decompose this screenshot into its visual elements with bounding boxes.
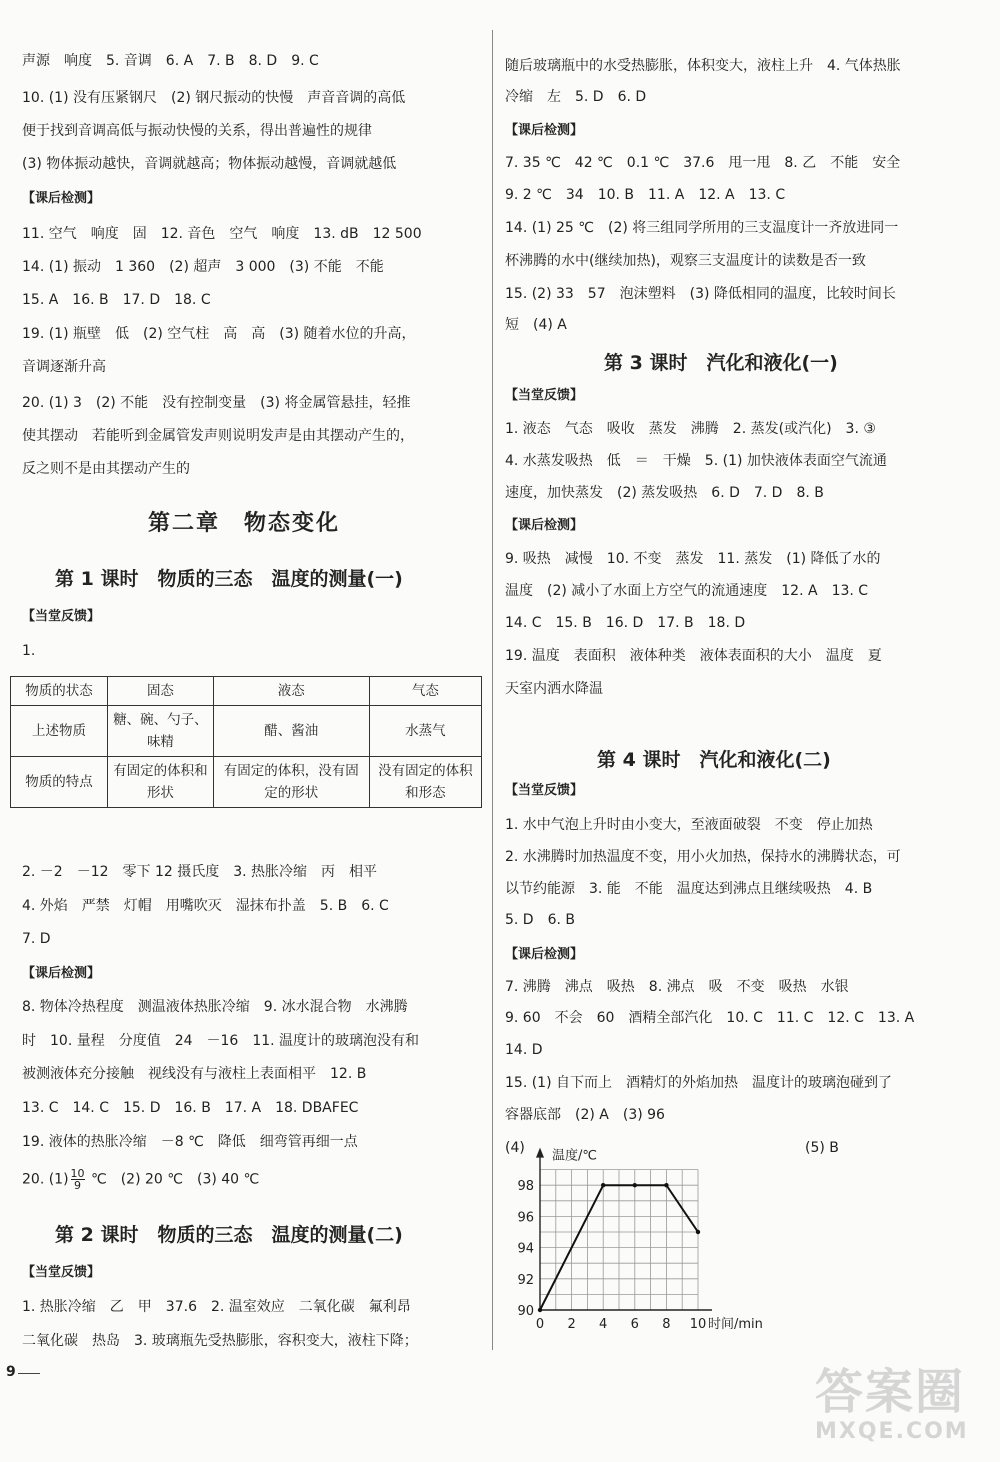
answer-line: 2. 水沸腾时加热温度不变，用小火加热，保持水的沸腾状态，可 xyxy=(505,849,901,865)
fraction-numerator: 10 xyxy=(70,1167,85,1180)
data-point xyxy=(633,1183,637,1187)
answer-line: 19. 液体的热胀冷缩 －8 ℃ 降低 细弯管再细一点 xyxy=(22,1134,358,1150)
answer-line: 9. 2 ℃ 34 10. B 11. A 12. A 13. C xyxy=(505,187,786,203)
table-header-cell: 液态 xyxy=(213,677,369,706)
answer-line: 4. 外焰 严禁 灯帽 用嘴吹灭 湿抹布扑盖 5. B 6. C xyxy=(22,898,389,914)
x-tick-label: 10 xyxy=(689,1317,707,1332)
answer-line: 杯沸腾的水中(继续加热)，观察三支温度计的读数是否一致 xyxy=(505,253,866,269)
section-heading: 【课后检测】 xyxy=(22,191,101,206)
fraction-denominator: 9 xyxy=(74,1179,82,1192)
chart-grid xyxy=(540,1170,698,1310)
lesson-title: 第 2 课时 物质的三态 温度的测量(二) xyxy=(55,1224,403,1246)
answer-line: 10. (1) 没有压紧钢尺 (2) 钢尺振动的快慢 声音音调的高低 xyxy=(22,90,406,106)
fraction-prefix: 20. (1) xyxy=(22,1171,69,1188)
answer-line: 音调逐渐升高 xyxy=(22,359,106,375)
column-divider xyxy=(492,30,493,1350)
answer-line: 反之则不是由其摆动产生的 xyxy=(22,461,190,477)
table-cell: 上述物质 xyxy=(11,706,108,757)
section-heading: 【课后检测】 xyxy=(505,947,584,962)
table-header-cell: 物质的状态 xyxy=(11,677,108,706)
answer-line: 时 10. 量程 分度值 24 －16 11. 温度计的玻璃泡没有和 xyxy=(22,1033,420,1049)
chart-answer: (5) B xyxy=(805,1140,839,1156)
chart-axes xyxy=(536,1148,763,1332)
answer-line: 冷缩 左 5. D 6. D xyxy=(505,89,647,105)
y-axis-label: 温度/℃ xyxy=(552,1148,597,1164)
answer-line: 15. (1) 自下而上 酒精灯的外焰加热 温度计的玻璃泡碰到了 xyxy=(505,1075,892,1091)
answer-line: 被测液体充分接触 视线没有与液柱上表面相平 12. B xyxy=(22,1066,367,1082)
answer-line: 14. C 15. B 16. D 17. B 18. D xyxy=(505,615,746,631)
answer-line: 15. A 16. B 17. D 18. C xyxy=(22,292,211,308)
watermark xyxy=(815,1365,969,1444)
answer-line: 温度 (2) 减小了水面上方空气的流通速度 12. A 13. C xyxy=(505,583,869,599)
x-tick-label: 2 xyxy=(567,1317,576,1332)
y-tick-label: 94 xyxy=(517,1241,534,1257)
answer-line-fraction xyxy=(22,1168,259,1191)
answer-line: 速度，加快蒸发 (2) 蒸发吸热 6. D 7. D 8. B xyxy=(505,485,824,501)
table-cell: 有固定的体积，没有固定的形状 xyxy=(213,757,369,808)
section-heading: 【当堂反馈】 xyxy=(505,388,584,403)
answer-line: 8. 物体冷热程度 测温液体热胀冷缩 9. 冰水混合物 水沸腾 xyxy=(22,999,408,1015)
table-cell: 糖、碗、勺子、味精 xyxy=(108,706,214,757)
answer-line: 9. 60 不会 60 酒精全部汽化 10. C 11. C 12. C 13. A xyxy=(505,1010,915,1026)
page-number-rule xyxy=(18,1373,40,1374)
section-heading: 【课后检测】 xyxy=(505,123,584,138)
x-tick-label: 6 xyxy=(630,1317,639,1332)
answer-line: 5. D 6. B xyxy=(505,912,575,928)
table-cell: 没有固定的体积和形态 xyxy=(369,757,481,808)
answer-line: 14. D xyxy=(505,1042,543,1058)
answer-line: 容器底部 (2) A (3) 96 xyxy=(505,1107,665,1123)
table-header-cell: 气态 xyxy=(369,677,481,706)
y-tick-label: 96 xyxy=(517,1210,534,1226)
answer-line: 7. 沸腾 沸点 吸热 8. 沸点 吸 不变 吸热 水银 xyxy=(505,979,849,995)
section-heading: 【课后检测】 xyxy=(505,518,584,533)
table-cell: 物质的特点 xyxy=(11,757,108,808)
answer-line: 11. 空气 响度 固 12. 音色 空气 响度 13. dB 12 500 xyxy=(22,226,422,242)
answer-line: 二氧化碳 热岛 3. 玻璃瓶先受热膨胀，容积变大，液柱下降； xyxy=(22,1333,418,1349)
lesson-title: 第 1 课时 物质的三态 温度的测量(一) xyxy=(55,568,403,590)
data-point xyxy=(538,1308,542,1312)
y-tick-label: 90 xyxy=(517,1304,534,1319)
answer-line: 19. 温度 表面积 液体种类 液体表面积的大小 温度 夏 xyxy=(505,648,882,664)
fraction-suffix: ℃ (2) 20 ℃ (3) 40 ℃ xyxy=(86,1171,260,1188)
section-heading: 【当堂反馈】 xyxy=(22,609,101,624)
states-of-matter-table xyxy=(10,676,482,808)
x-tick-label: 0 xyxy=(535,1317,545,1332)
answer-line: 以节约能源 3. 能 不能 温度达到沸点且继续吸热 4. B xyxy=(505,881,873,897)
table-row xyxy=(11,757,482,808)
page-number: 9 xyxy=(6,1364,16,1380)
section-heading: 【当堂反馈】 xyxy=(505,783,584,798)
chart-question-label: (4) xyxy=(505,1140,525,1156)
answer-line: 9. 吸热 减慢 10. 不变 蒸发 11. 蒸发 (1) 降低了水的 xyxy=(505,551,881,567)
section-heading: 【课后检测】 xyxy=(22,966,101,981)
table-header-cell: 固态 xyxy=(108,677,214,706)
section-heading: 【当堂反馈】 xyxy=(22,1265,101,1280)
answer-line: 20. (1) 3 (2) 不能 没有控制变量 (3) 将金属管悬挂，轻推 xyxy=(22,395,411,411)
chapter-title: 第二章 物态变化 xyxy=(148,511,341,536)
question-number: 1. xyxy=(22,643,36,659)
data-point xyxy=(696,1230,700,1234)
table-row xyxy=(11,706,482,757)
answer-line: 7. D xyxy=(22,931,51,947)
x-tick-label: 4 xyxy=(599,1317,608,1332)
answer-line: 2. －2 －12 零下 12 摄氏度 3. 热胀冷缩 丙 相平 xyxy=(22,864,378,880)
lesson-title: 第 3 课时 汽化和液化(一) xyxy=(604,352,838,374)
watermark-url: MXQE.COM xyxy=(815,1419,969,1444)
x-axis-label: 时间/min xyxy=(708,1317,763,1332)
answer-line: 声源 响度 5. 音调 6. A 7. B 8. D 9. C xyxy=(22,53,319,69)
temperature-time-chart xyxy=(498,1132,798,1352)
table-cell: 醋、酱油 xyxy=(213,706,369,757)
watermark-logo-text: 答案圈 xyxy=(815,1364,966,1420)
fraction xyxy=(71,1168,85,1191)
answer-line: 1. 水中气泡上升时由小变大，至液面破裂 不变 停止加热 xyxy=(505,817,873,833)
answer-line: 7. 35 ℃ 42 ℃ 0.1 ℃ 37.6 甩一甩 8. 乙 不能 安全 xyxy=(505,155,901,171)
answer-line: 1. 热胀冷缩 乙 甲 37.6 2. 温室效应 二氧化碳 氟利昂 xyxy=(22,1299,411,1315)
answer-line: 1. 液态 气态 吸收 蒸发 沸腾 2. 蒸发(或汽化) 3. ③ xyxy=(505,421,876,437)
answer-line: 随后玻璃瓶中的水受热膨胀，体积变大，液柱上升 4. 气体热胀 xyxy=(505,58,901,74)
answer-line: 19. (1) 瓶壁 低 (2) 空气柱 高 高 (3) 随着水位的升高， xyxy=(22,326,416,342)
answer-line: 15. (2) 33 57 泡沫塑料 (3) 降低相同的温度，比较时间长 xyxy=(505,286,896,302)
data-point xyxy=(664,1183,668,1187)
y-tick-label: 98 xyxy=(517,1179,534,1195)
table-cell: 有固定的体积和形状 xyxy=(108,757,214,808)
answer-line: 14. (1) 25 ℃ (2) 将三组同学所用的三支温度计一齐放进同一 xyxy=(505,220,899,236)
answer-line: 13. C 14. C 15. D 16. B 17. A 18. DBAFEC xyxy=(22,1100,359,1116)
table-cell: 水蒸气 xyxy=(369,706,481,757)
answer-line: 4. 水蒸发吸热 低 ＝ 干燥 5. (1) 加快液体表面空气流通 xyxy=(505,453,887,469)
answer-line: (3) 物体振动越快，音调就越高；物体振动越慢，音调就越低 xyxy=(22,156,397,172)
data-point xyxy=(601,1183,605,1187)
answer-line: 便于找到音调高低与振动快慢的关系，得出普遍性的规律 xyxy=(22,123,372,139)
y-tick-label: 92 xyxy=(517,1272,534,1288)
answer-line: 短 (4) A xyxy=(505,317,567,333)
y-axis-arrow xyxy=(536,1148,544,1158)
lesson-title: 第 4 课时 汽化和液化(二) xyxy=(597,749,831,771)
answer-line: 14. (1) 振动 1 360 (2) 超声 3 000 (3) 不能 不能 xyxy=(22,259,384,275)
answer-line: 天室内洒水降温 xyxy=(505,681,603,697)
x-tick-label: 8 xyxy=(662,1317,671,1332)
table-header-row xyxy=(11,677,482,706)
answer-line: 使其摆动 若能听到金属管发声则说明发声是由其摆动产生的， xyxy=(22,428,414,444)
